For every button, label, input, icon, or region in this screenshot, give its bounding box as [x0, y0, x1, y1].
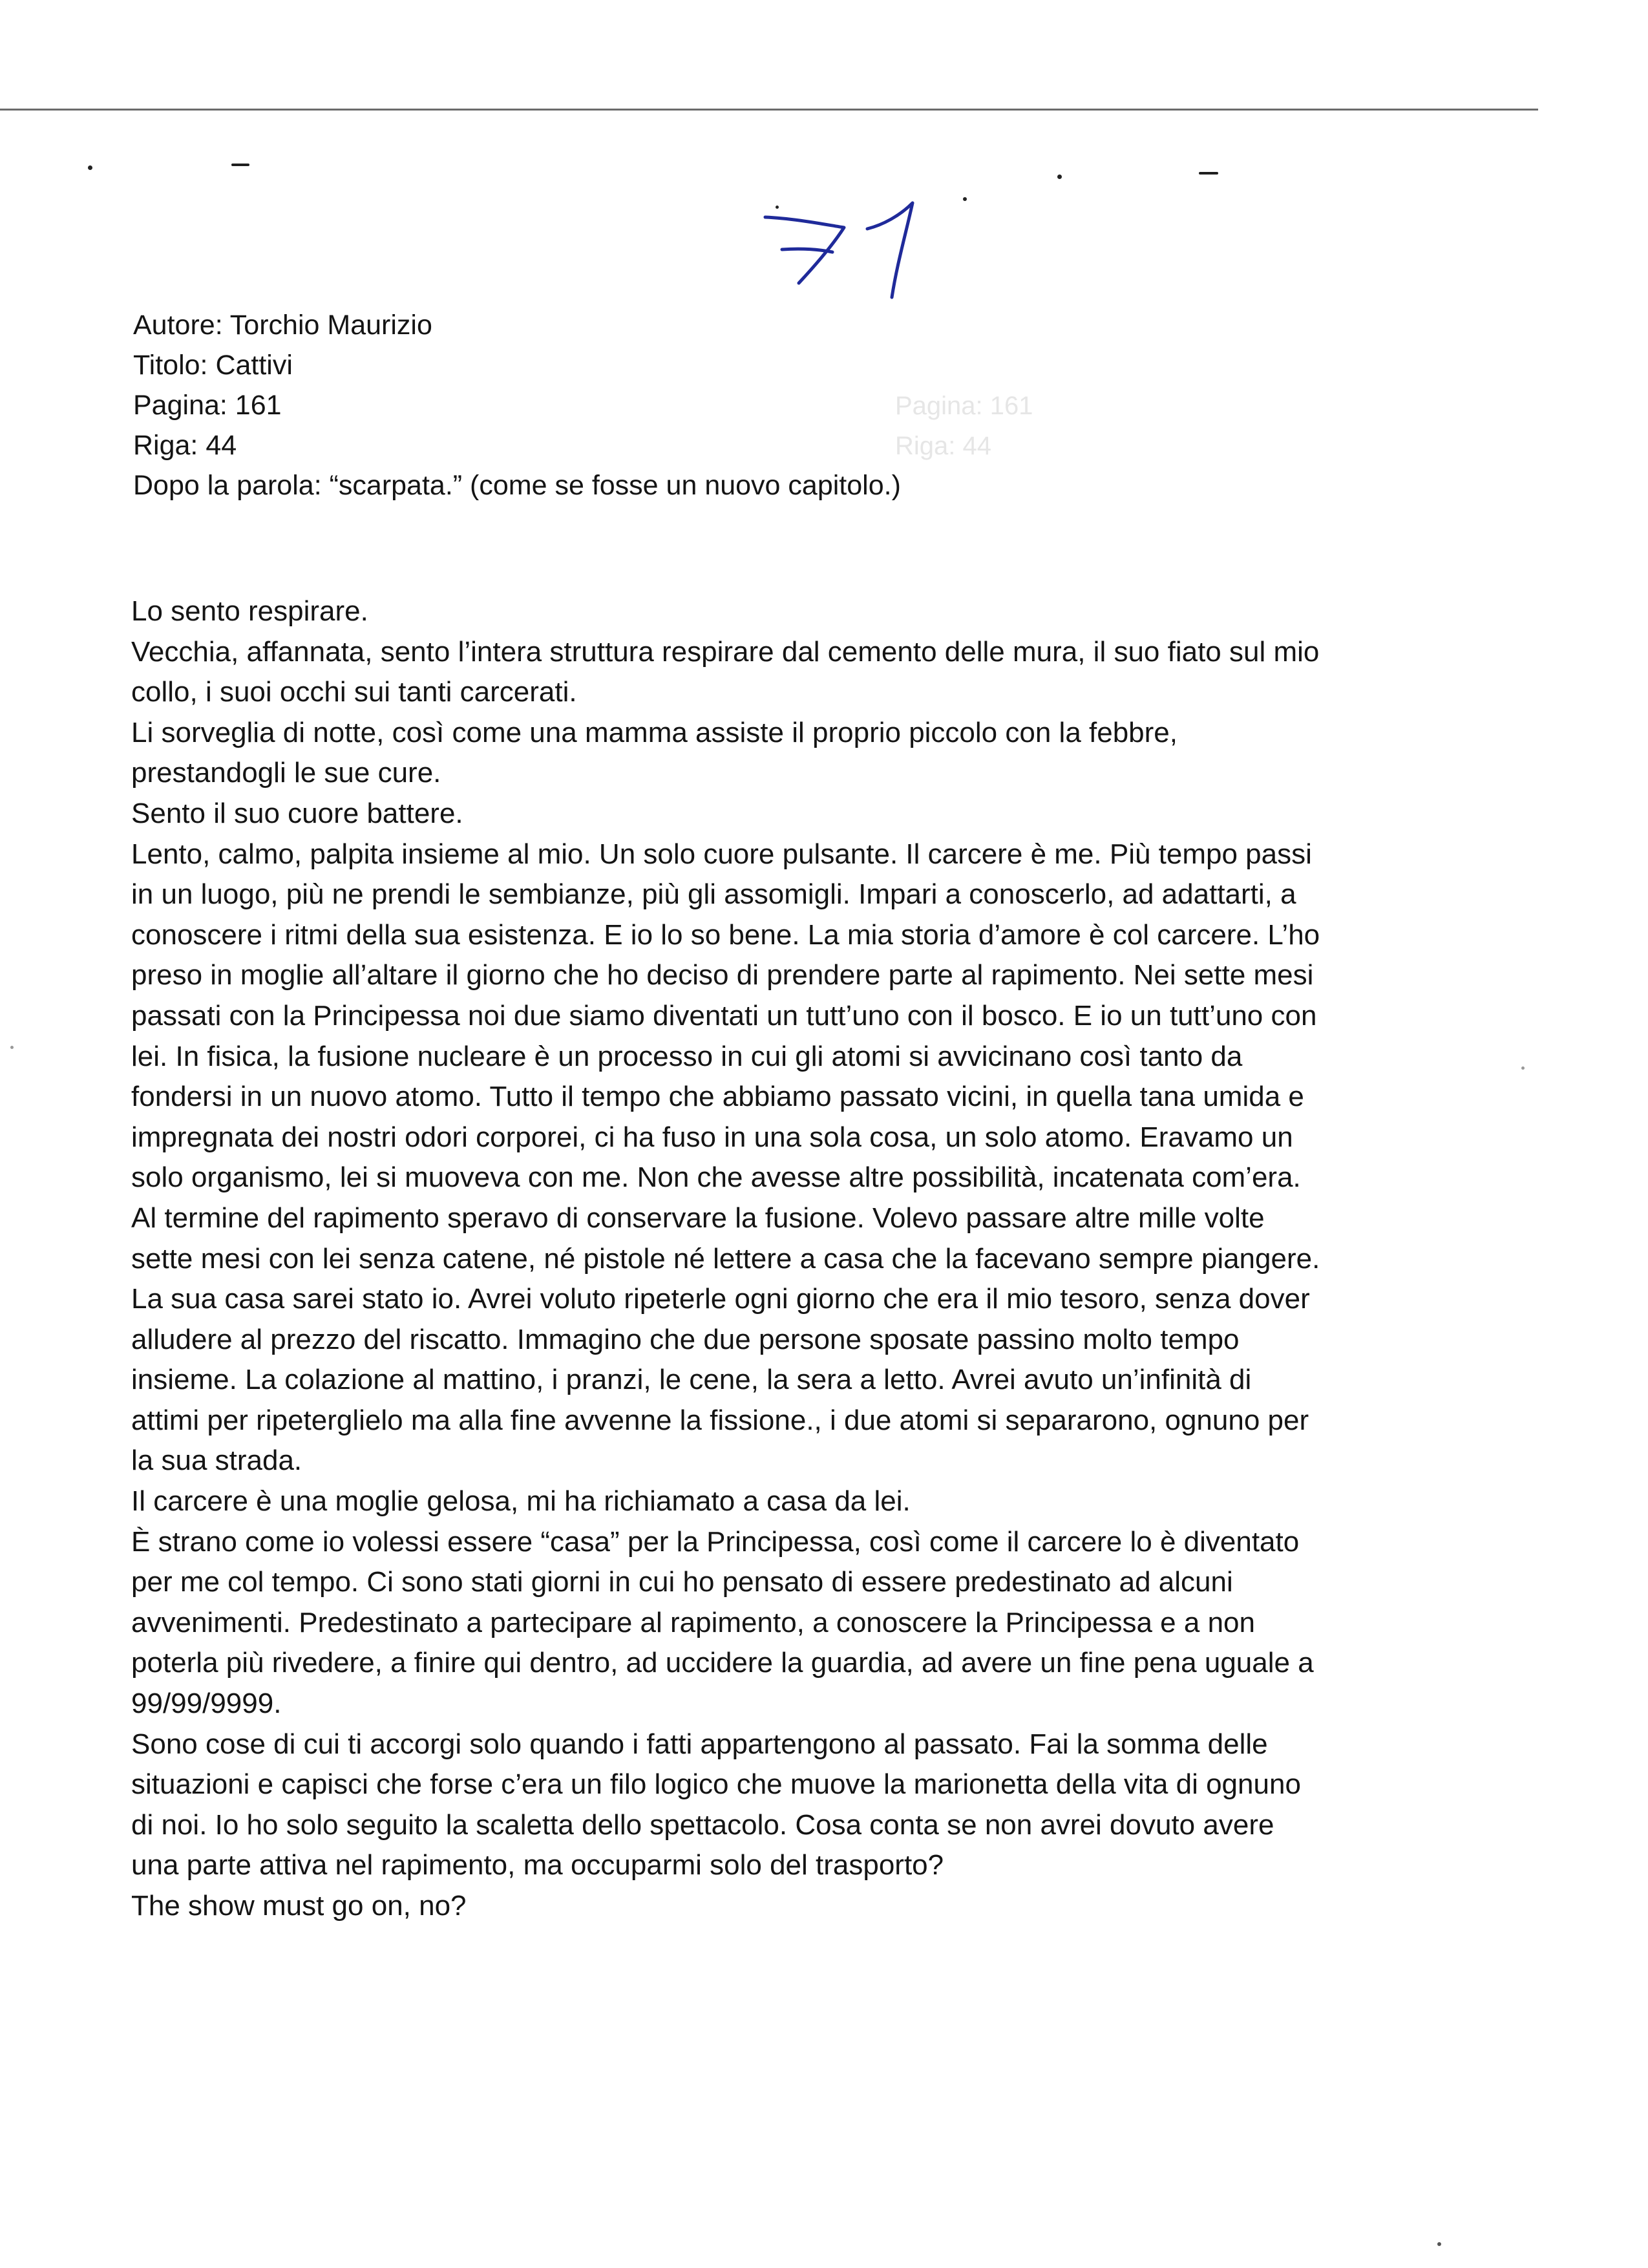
body-line: conoscere i ritmi della sua esistenza. E io lo so bene. La mia storia d’amore è col carcere. L’ho: [131, 918, 1320, 951]
body-line: The show must go on, no?: [131, 1890, 467, 1922]
row-line: Riga: 44: [133, 430, 237, 461]
body-line: alludere al prezzo del riscatto. Immagino che due persone sposate passino molto tempo: [131, 1323, 1240, 1355]
body-text: [131, 591, 1359, 1927]
body-line: È strano come io volessi essere “casa” per la Principessa, così come il carcere lo è diventato: [131, 1525, 1300, 1558]
page-line: Pagina: 161: [133, 390, 282, 421]
handwritten-mark-icon: [756, 185, 950, 310]
handwritten-mark-text: 71: [756, 185, 768, 196]
body-line: prestandogli le sue cure.: [131, 757, 441, 789]
title-line: Titolo: Cattivi: [133, 350, 293, 381]
body-line: preso in moglie all’altare il giorno che ho deciso di prendere parte al rapimento. Nei sette mesi: [131, 959, 1314, 991]
scan-speck: [1521, 1066, 1525, 1070]
body-line: impregnata dei nostri odori corporei, ci ha fuso in una sola cosa, un solo atomo. Eravamo un: [131, 1121, 1293, 1153]
scan-speck: [1057, 175, 1062, 179]
bleed-through-text: Riga: 44: [895, 432, 991, 460]
body-line: Lo sento respirare.: [131, 595, 368, 627]
body-line: avvenimenti. Predestinato a partecipare al rapimento, a conoscere la Principessa e a non: [131, 1606, 1255, 1638]
body-line: solo organismo, lei si muoveva con me. Non che avesse altre possibilità, incatenata com’era.: [131, 1161, 1301, 1194]
body-line: lei. In fisica, la fusione nucleare è un processo in cui gli atomi si avvicinano così tanto da: [131, 1040, 1243, 1072]
scan-speck: [963, 197, 967, 201]
body-line: passati con la Principessa noi due siamo diventati un tutt’uno con il bosco. E io un tutt’uno con: [131, 999, 1317, 1032]
after-word-line: Dopo la parola: “scarpata.” (come se fosse un nuovo capitolo.): [133, 470, 901, 501]
body-line: fondersi in un nuovo atomo. Tutto il tempo che abbiamo passato vicini, in quella tana umida e: [131, 1081, 1304, 1113]
body-line: la sua strada.: [131, 1445, 302, 1477]
body-line: La sua casa sarei stato io. Avrei voluto ripeterle ogni giorno che era il mio tesoro, senza dover: [131, 1283, 1310, 1315]
body-line: attimi per ripeterglielo ma alla fine avvenne la fissione., i due atomi si separarono, ognuno per: [131, 1404, 1309, 1436]
body-line: Il carcere è una moglie gelosa, mi ha richiamato a casa da lei.: [131, 1485, 911, 1518]
bleed-through-text: Pagina: 161: [895, 392, 1033, 420]
body-line: Sono cose di cui ti accorgi solo quando i fatti appartengono al passato. Fai la somma delle: [131, 1728, 1268, 1760]
body-line: Sento il suo cuore battere.: [131, 797, 463, 829]
body-line: una parte attiva nel rapimento, ma occuparmi solo del trasporto?: [131, 1849, 944, 1881]
author-line: Autore: Torchio Maurizio: [133, 310, 432, 341]
scan-dash: [231, 164, 249, 166]
body-line: poterla più rivedere, a finire qui dentro, ad uccidere la guardia, ad avere un fine pena uguale a: [131, 1647, 1314, 1679]
body-line: situazioni e capisci che forse c’era un filo logico che muove la marionetta della vita di ognuno: [131, 1768, 1301, 1801]
top-rule-line: [0, 109, 1538, 111]
body-line: insieme. La colazione al mattino, i pranzi, le cene, la sera a letto. Avrei avuto un’infinità di: [131, 1364, 1252, 1396]
body-line: collo, i suoi occhi sui tanti carcerati.: [131, 676, 577, 708]
body-line: Lento, calmo, palpita insieme al mio. Un solo cuore pulsante. Il carcere è me. Più tempo passi: [131, 838, 1312, 870]
body-line: Li sorveglia di notte, così come una mamma assiste il proprio piccolo con la febbre,: [131, 716, 1178, 748]
body-line: Al termine del rapimento speravo di conservare la fusione. Volevo passare altre mille volte: [131, 1202, 1265, 1234]
body-line: 99/99/9999.: [131, 1688, 282, 1720]
scan-dash: [1199, 172, 1218, 175]
scan-speck: [10, 1046, 14, 1049]
body-line: di noi. Io ho solo seguito la scaletta dello spettacolo. Cosa conta se non avrei dovuto avere: [131, 1808, 1274, 1841]
body-line: sette mesi con lei senza catene, né pistole né lettere a casa che la facevano sempre piangere.: [131, 1242, 1320, 1275]
header-metadata: [133, 305, 901, 505]
scan-speck: [88, 165, 92, 170]
scan-speck: [1437, 2242, 1441, 2246]
body-line: Vecchia, affannata, sento l’intera struttura respirare dal cemento delle mura, il suo fiato sul mio: [131, 635, 1320, 668]
body-line: per me col tempo. Ci sono stati giorni in cui ho pensato di essere predestinato ad alcuni: [131, 1566, 1233, 1598]
body-line: in un luogo, più ne prendi le sembianze, più gli assomigli. Impari a conoscerlo, ad adattarti, a: [131, 878, 1296, 911]
